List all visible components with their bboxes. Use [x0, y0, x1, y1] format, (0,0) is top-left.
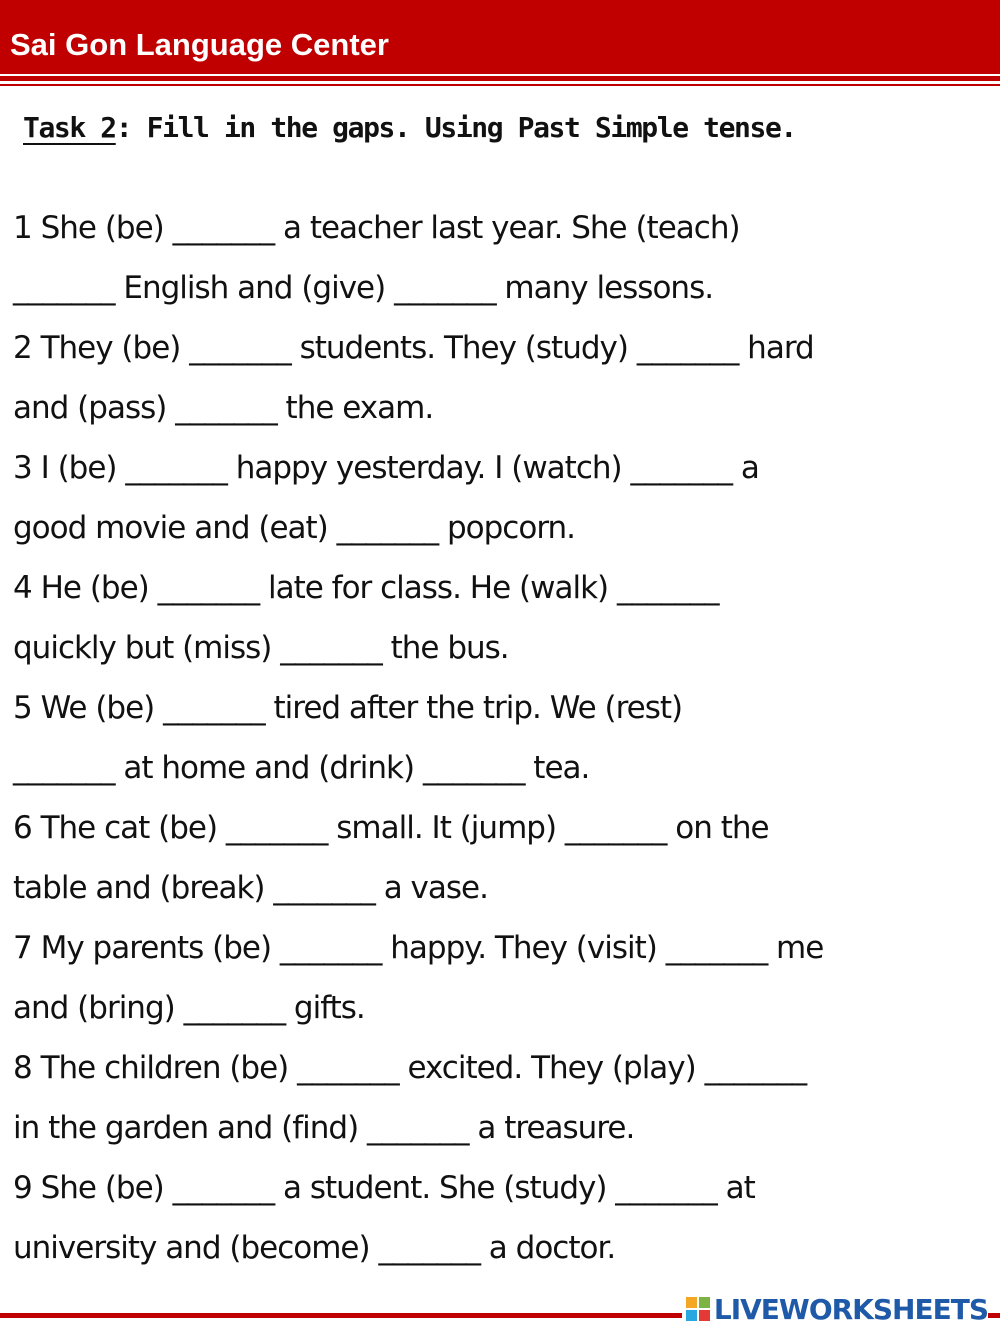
exercise-line-18: university and (become) _______ a doctor.	[13, 1230, 616, 1266]
task-label: Task 2	[23, 111, 116, 144]
header-title: Sai Gon Language Center	[10, 27, 389, 62]
exercise-line-3: 2 They (be) _______ students. They (study) _______ hard	[13, 330, 814, 366]
exercise-line-10: _______ at home and (drink) _______ tea.	[13, 750, 590, 786]
header-divider-thin	[0, 84, 1000, 86]
exercise-line-4: and (pass) _______ the exam.	[13, 390, 434, 426]
exercise-line-14: and (bring) _______ gifts.	[13, 990, 365, 1026]
exercise-line-13: 7 My parents (be) _______ happy. They (visit) _______ me	[13, 930, 824, 966]
exercise-line-8: quickly but (miss) _______ the bus.	[13, 630, 509, 666]
exercise-line-11: 6 The cat (be) _______ small. It (jump) _______ on the	[13, 810, 769, 846]
task-heading	[23, 110, 796, 146]
exercise-line-5: 3 I (be) _______ happy yesterday. I (watch) _______ a	[13, 450, 759, 486]
exercise-line-16: in the garden and (find) _______ a treasure.	[13, 1110, 635, 1146]
exercise-line-6: good movie and (eat) _______ popcorn.	[13, 510, 576, 546]
task-instruction: : Fill in the gaps. Using Past Simple tense.	[115, 111, 796, 144]
exercise-line-15: 8 The children (be) _______ excited. They (play) _______	[13, 1050, 807, 1086]
exercise-list	[13, 198, 988, 1278]
exercise-line-17: 9 She (be) _______ a student. She (study) _______ at	[13, 1170, 755, 1206]
exercise-line-12: table and (break) _______ a vase.	[13, 870, 488, 906]
liveworksheets-logo-icon	[686, 1297, 710, 1321]
logo-text: LIVEWORKSHEETS	[713, 1292, 988, 1326]
exercise-line-2: _______ English and (give) _______ many lessons.	[13, 270, 714, 306]
liveworksheets-logo	[682, 1290, 988, 1328]
exercise-line-7: 4 He (be) _______ late for class. He (walk) _______	[13, 570, 719, 606]
header-divider	[0, 76, 1000, 81]
exercise-line-9: 5 We (be) _______ tired after the trip. We (rest)	[13, 690, 683, 726]
exercise-line-1: 1 She (be) _______ a teacher last year. She (teach)	[13, 210, 740, 246]
